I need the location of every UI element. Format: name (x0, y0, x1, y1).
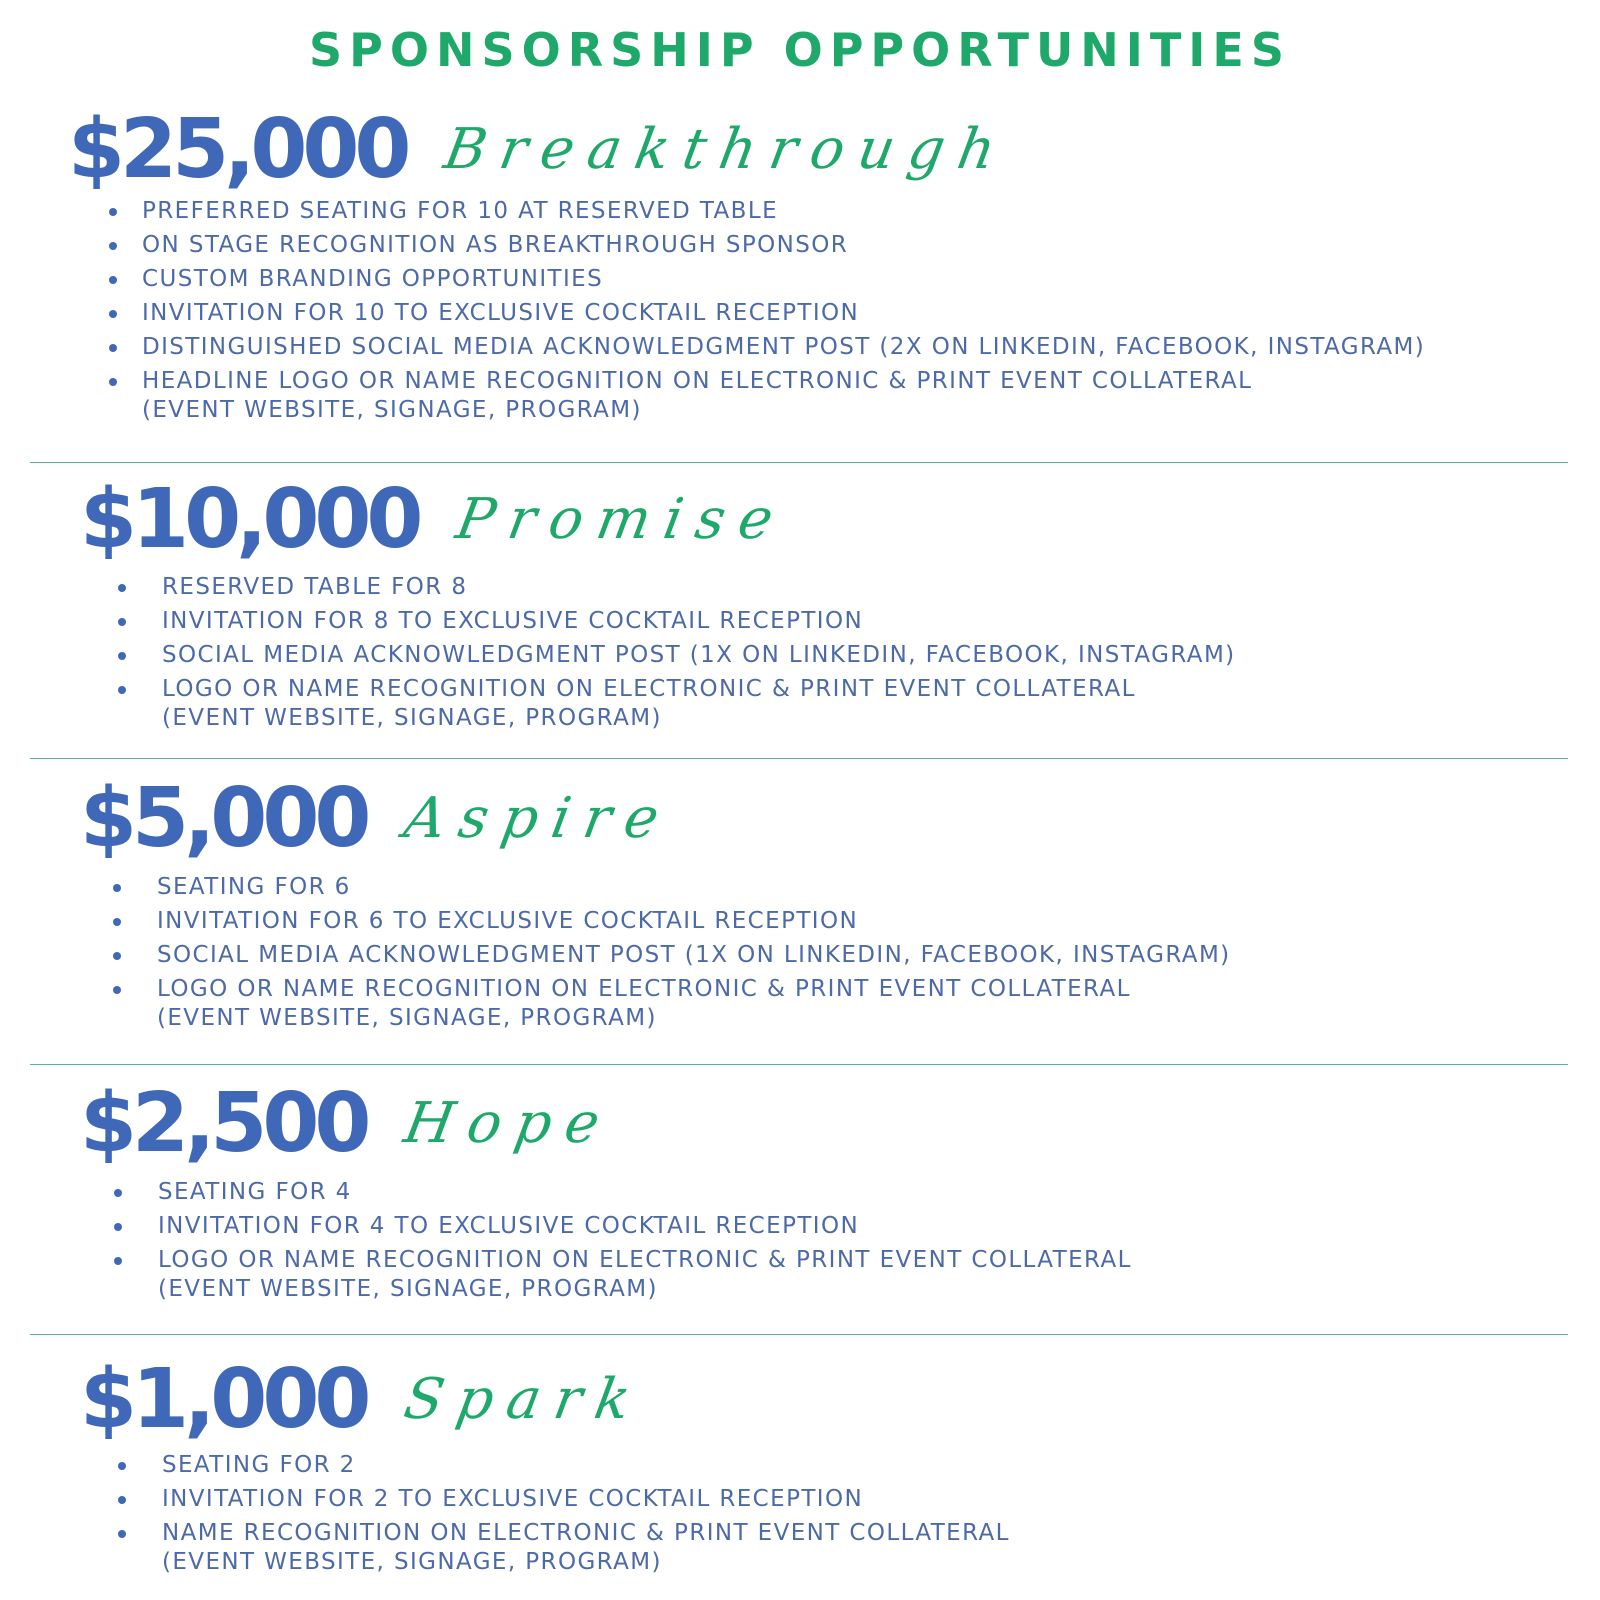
benefit-item (142, 367, 1425, 425)
benefit-text: CUSTOM BRANDING OPPORTUNITIES (142, 266, 604, 292)
benefit-item (142, 231, 1425, 260)
benefit-text: INVITATION FOR 10 TO EXCLUSIVE COCKTAIL RECEPTION (142, 300, 860, 326)
benefit-list (162, 1451, 1010, 1582)
benefit-text: SOCIAL MEDIA ACKNOWLEDGMENT POST (1X ON LINKEDIN, FACEBOOK, INSTAGRAM) (162, 642, 1236, 668)
benefit-list (142, 197, 1425, 430)
tier-name: Hope (399, 1091, 619, 1156)
tier-price: $5,000 (80, 771, 367, 866)
bullet-icon (113, 952, 121, 960)
bullet-icon (109, 242, 117, 250)
bullet-icon (114, 1257, 122, 1265)
section-divider (30, 1334, 1568, 1335)
bullet-icon (114, 1189, 122, 1197)
benefit-list (157, 873, 1231, 1038)
benefit-text: LOGO OR NAME RECOGNITION ON ELECTRONIC & PRINT EVENT COLLATERAL (EVENT WEBSITE, SIGNAGE, PROGRAM) (162, 676, 1136, 731)
benefit-text: ON STAGE RECOGNITION AS BREAKTHROUGH SPONSOR (142, 232, 849, 258)
tier-header (68, 102, 1015, 197)
bullet-icon (118, 686, 126, 694)
benefit-text: SEATING FOR 2 (162, 1452, 356, 1478)
benefit-text: NAME RECOGNITION ON ELECTRONIC & PRINT EVENT COLLATERAL (EVENT WEBSITE, SIGNAGE, PROGRAM) (162, 1520, 1010, 1575)
benefit-text: PREFERRED SEATING FOR 10 AT RESERVED TABLE (142, 198, 779, 224)
benefit-item (142, 299, 1425, 328)
benefit-item (158, 1246, 1132, 1304)
benefit-item (162, 607, 1236, 636)
benefit-item (142, 197, 1425, 226)
benefit-item (158, 1178, 1132, 1207)
benefit-item (142, 333, 1425, 362)
benefit-item (157, 975, 1231, 1033)
page-title: SPONSORSHIP OPPORTUNITIES (309, 23, 1291, 77)
bullet-icon (113, 986, 121, 994)
benefit-item (142, 265, 1425, 294)
benefit-text: SOCIAL MEDIA ACKNOWLEDGMENT POST (1X ON LINKEDIN, FACEBOOK, INSTAGRAM) (157, 942, 1231, 968)
benefit-item (157, 907, 1231, 936)
benefit-list (162, 573, 1236, 738)
benefit-item (157, 873, 1231, 902)
bullet-icon (109, 344, 117, 352)
section-divider (30, 758, 1568, 759)
benefit-item (162, 641, 1236, 670)
tier-price: $1,000 (80, 1352, 367, 1447)
benefit-text: LOGO OR NAME RECOGNITION ON ELECTRONIC & PRINT EVENT COLLATERAL (EVENT WEBSITE, SIGNAGE, PROGRAM) (158, 1247, 1132, 1302)
benefit-text: DISTINGUISHED SOCIAL MEDIA ACKNOWLEDGMENT POST (2X ON LINKEDIN, FACEBOOK, INSTAGRAM) (142, 334, 1426, 360)
benefit-item (162, 675, 1236, 733)
tier-header (80, 1076, 619, 1171)
benefit-text: LOGO OR NAME RECOGNITION ON ELECTRONIC & PRINT EVENT COLLATERAL (EVENT WEBSITE, SIGNAGE, PROGRAM) (157, 976, 1131, 1031)
bullet-icon (114, 1223, 122, 1231)
bullet-icon (109, 208, 117, 216)
benefit-item (162, 1485, 1010, 1514)
benefit-item (162, 573, 1236, 602)
tier-header (80, 771, 678, 866)
tier-name: Promise (451, 487, 792, 552)
benefit-text: INVITATION FOR 8 TO EXCLUSIVE COCKTAIL RECEPTION (162, 608, 864, 634)
benefit-text: RESERVED TABLE FOR 8 (162, 574, 468, 600)
benefit-item (158, 1212, 1132, 1241)
benefit-text: SEATING FOR 6 (157, 874, 351, 900)
section-divider (30, 1064, 1568, 1065)
bullet-icon (113, 884, 121, 892)
bullet-icon (109, 310, 117, 318)
benefit-text: INVITATION FOR 2 TO EXCLUSIVE COCKTAIL RECEPTION (162, 1486, 864, 1512)
tier-name: Aspire (399, 786, 678, 851)
benefit-text: INVITATION FOR 4 TO EXCLUSIVE COCKTAIL RECEPTION (158, 1213, 860, 1239)
bullet-icon (118, 618, 126, 626)
tier-price: $25,000 (68, 102, 407, 197)
benefit-text: HEADLINE LOGO OR NAME RECOGNITION ON ELECTRONIC & PRINT EVENT COLLATERAL (EVENT WEBSITE, SIGNAGE, PROGRAM) (142, 368, 1253, 423)
bullet-icon (118, 1530, 126, 1538)
bullet-icon (109, 276, 117, 284)
bullet-icon (118, 1496, 126, 1504)
benefit-list (158, 1178, 1132, 1309)
benefit-text: SEATING FOR 4 (158, 1179, 352, 1205)
bullet-icon (118, 1462, 126, 1470)
tier-header (80, 1352, 650, 1447)
tier-name: Spark (399, 1367, 650, 1432)
benefit-text: INVITATION FOR 6 TO EXCLUSIVE COCKTAIL RECEPTION (157, 908, 859, 934)
section-divider (30, 462, 1568, 463)
benefit-item (157, 941, 1231, 970)
tier-price: $10,000 (80, 472, 419, 567)
bullet-icon (113, 918, 121, 926)
benefit-item (162, 1519, 1010, 1577)
tier-price: $2,500 (80, 1076, 367, 1171)
tier-name: Breakthrough (439, 117, 1015, 182)
benefit-item (162, 1451, 1010, 1480)
tier-header (80, 472, 792, 567)
bullet-icon (118, 652, 126, 660)
bullet-icon (109, 378, 117, 386)
bullet-icon (118, 584, 126, 592)
